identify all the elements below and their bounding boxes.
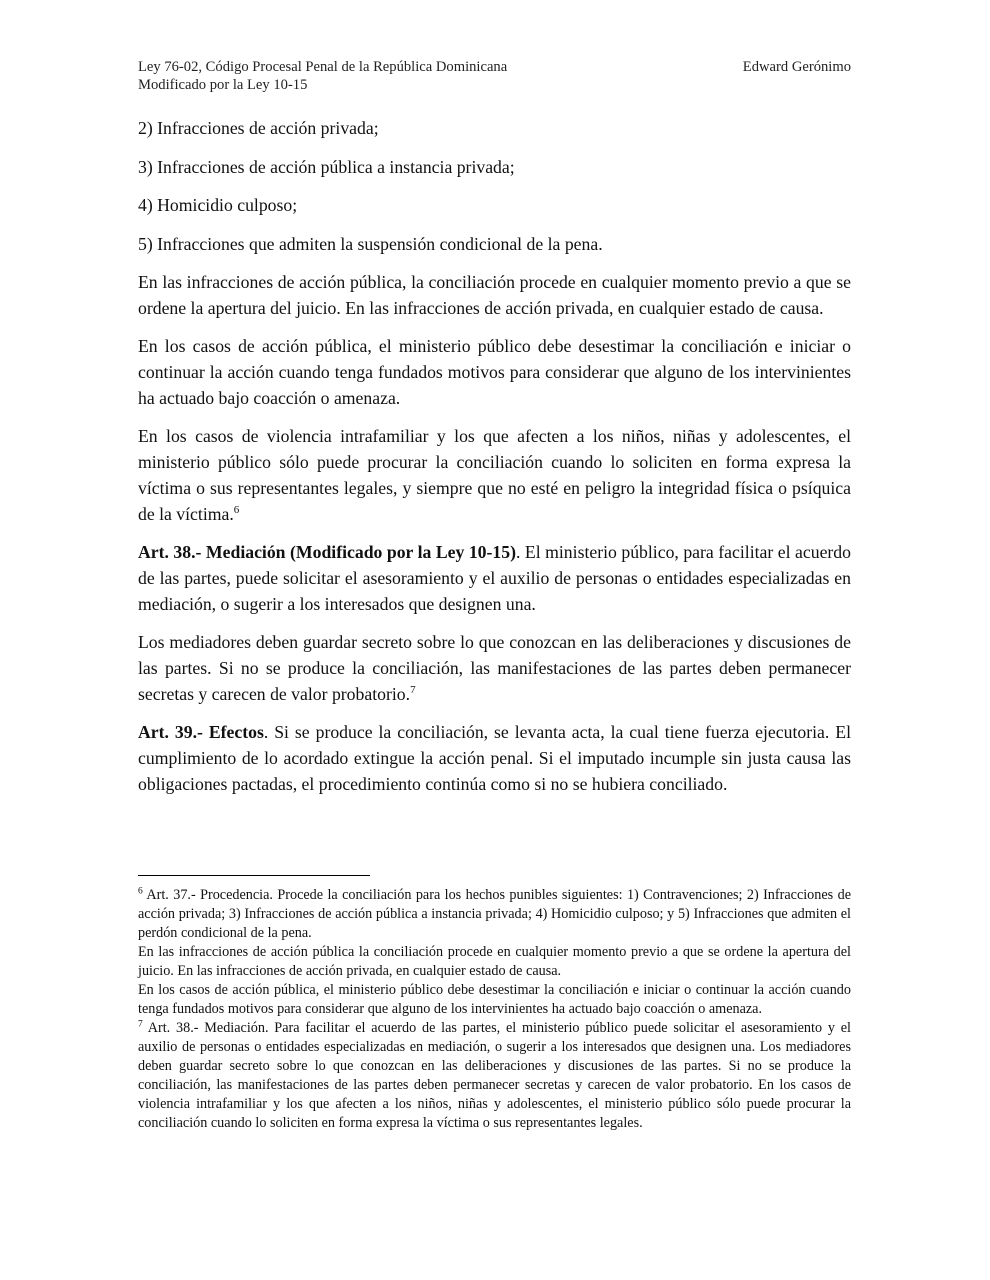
paragraph-text: En los casos de violencia intrafamiliar y los que afecten a los niños, niñas y adolescentes, el ministerio público sólo puede procurar la conciliación cuando lo soliciten en forma expresa la víctima o sus representantes legales, y siempre que no esté en peligro la integridad física o psíquica de la víctima. xyxy=(138,426,851,524)
footnote-ref-7[interactable]: 7 xyxy=(410,684,416,697)
article-38-text: . El ministerio público, para facilitar el acuerdo de las partes, puede solicitar el asesoramiento y el auxilio de personas o entidades especializadas en mediación, o sugerir a los interesados que designen una. xyxy=(138,542,851,614)
footnote-7 xyxy=(138,1019,851,1133)
article-39-text: . Si se produce la conciliación, se levanta acta, la cual tiene fuerza ejecutoria. El cumplimiento de lo acordado extingue la acción penal. Si el imputado incumple sin justa causa las obligaciones pactadas, el procedimiento continúa como si no se hubiera conciliado. xyxy=(138,722,851,794)
footnote-6-continued: En los casos de acción pública, el ministerio público debe desestimar la conciliación e iniciar o continuar la acción cuando tenga fundados motivos para considerar que alguno de los intervinientes ha actuado bajo coacción o amenaza. xyxy=(138,982,851,1017)
footnote-6-text: Art. 37.- Procedencia. Procede la conciliación para los hechos punibles siguientes: 1) Contravenciones; 2) Infracciones de acción privada; 3) Infracciones de acción pública a instancia privada; 4) Homicidio culposo; y 5) Infracciones que admiten el perdón condicional de la pena. xyxy=(138,887,851,941)
list-item: 4) Homicidio culposo; xyxy=(138,195,298,215)
list-item: 2) Infracciones de acción privada; xyxy=(138,118,379,138)
paragraph-conciliation-timing: En las infracciones de acción pública, la conciliación procede en cualquier momento previo a que se ordene la apertura del juicio. En las infracciones de acción privada, en cualquier estado de causa. xyxy=(138,272,851,318)
article-38-heading: Art. 38.- Mediación (Modificado por la Ley 10-15) xyxy=(138,542,516,562)
paragraph-public-action: En los casos de acción pública, el ministerio público debe desestimar la conciliación e iniciar o continuar la acción cuando tenga fundados motivos para considerar que alguno de los intervinientes ha actuado bajo coacción o amenaza. xyxy=(138,336,851,408)
paragraph-mediators-secret xyxy=(138,629,851,707)
paragraph-family-violence xyxy=(138,423,851,527)
list-item: 3) Infracciones de acción pública a instancia privada; xyxy=(138,156,515,177)
article-39 xyxy=(138,719,851,797)
header-author: Edward Gerónimo xyxy=(742,59,851,75)
footnote-6 xyxy=(138,886,851,943)
page-header xyxy=(138,58,851,94)
footnote-ref-6[interactable]: 6 xyxy=(233,504,240,517)
footnote-mark-6: 6 xyxy=(138,886,143,897)
article-39-heading: Art. 39.- Efectos xyxy=(138,722,264,742)
document-body xyxy=(138,115,851,809)
footnotes xyxy=(138,886,851,1133)
footnote-mark-7: 7 xyxy=(138,1019,143,1030)
list-item: 5) Infracciones que admiten la suspensión condicional de la pena. xyxy=(138,233,603,254)
footnote-separator xyxy=(138,875,370,876)
header-title-line2: Modificado por la Ley 10-15 xyxy=(138,77,308,93)
article-38 xyxy=(138,539,851,617)
footnote-7-text: Art. 38.- Mediación. Para facilitar el acuerdo de las partes, el ministerio público puede solicitar el asesoramiento y el auxilio de personas o entidades especializadas en mediación, o sugerir a los interesados que designen una. Los mediadores deben guardar secreto sobre lo que conozcan en las deliberaciones y discusiones de las partes. Si no se produce la conciliación, las manifestaciones de las partes deben permanecer secretas y carecen de valor probatorio. En los casos de violencia intrafamiliar y los que afecten a los niños, niñas y adolescentes, el ministerio público sólo puede procurar la conciliación cuando lo soliciten en forma expresa la víctima o sus representantes legales. xyxy=(138,1020,851,1131)
header-title-line1: Ley 76-02, Código Procesal Penal de la República Dominicana xyxy=(138,59,508,75)
footnote-6-continued: En las infracciones de acción pública la conciliación procede en cualquier momento previo a que se ordene la apertura del juicio. En las infracciones de acción privada, en cualquier estado de causa. xyxy=(138,944,851,979)
paragraph-text: Los mediadores deben guardar secreto sobre lo que conozcan en las deliberaciones y discusiones de las partes. Si no se produce la conciliación, las manifestaciones de las partes deben permanecer secretas y carecen de valor probatorio. xyxy=(138,632,851,704)
